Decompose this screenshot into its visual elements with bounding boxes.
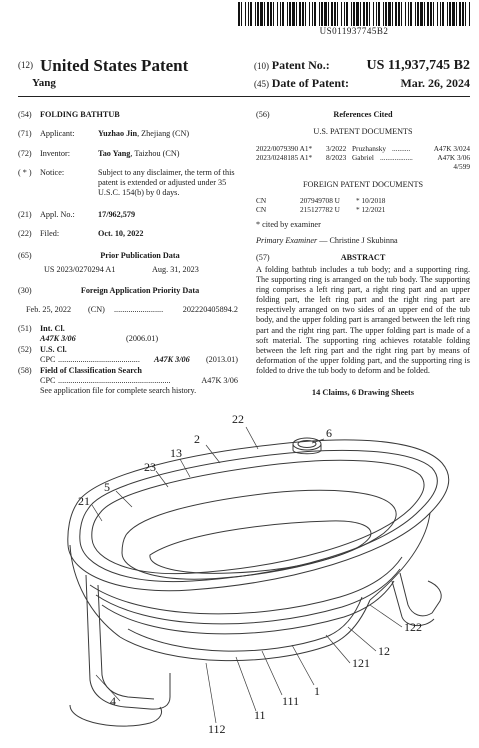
barcode-bar (309, 2, 310, 26)
barcode-bar (296, 2, 297, 26)
field-label: Int. Cl. (40, 324, 65, 333)
barcode-bar (273, 2, 274, 26)
inid-code: (58) (18, 366, 32, 375)
barcode-bar (449, 2, 451, 26)
examiner-name: Christine J Skubinna (329, 236, 398, 245)
barcode-bar (415, 2, 416, 26)
reference-number: 215127782 U (300, 205, 340, 214)
applicant-value (98, 129, 240, 139)
inid-code: (57) (256, 253, 270, 262)
reference-date: 8/2023 (326, 153, 347, 162)
barcode-bar (337, 2, 338, 26)
barcode-bar (245, 2, 246, 26)
leader-line (236, 657, 256, 711)
prior-publication-heading: Prior Publication Data (100, 251, 180, 260)
barcode-bar (360, 2, 361, 26)
figure-reference-numeral: 21 (78, 494, 90, 508)
barcode-bar (346, 2, 348, 26)
patent-date-row (254, 76, 470, 91)
figure-reference-numeral: 22 (232, 412, 244, 426)
figure-reference-numeral: 6 (326, 426, 332, 440)
barcode-bar (305, 2, 306, 26)
right-support-leg (400, 573, 441, 616)
document-type-line (18, 56, 188, 76)
patent-number: US 11,937,745 B2 (366, 58, 470, 73)
reference-class: A47K 3/06 (437, 153, 470, 162)
reference-date: * 10/2018 (356, 196, 386, 205)
figure-reference-numeral: 13 (170, 446, 182, 460)
reference-class-continued: 4/599 (453, 162, 470, 171)
appl-no-value: 17/962,579 (98, 210, 136, 219)
inid-code: (30) (18, 286, 32, 295)
barcode-bar (469, 2, 470, 26)
barcode-bar (344, 2, 345, 26)
leader-dots: .......... (392, 144, 411, 153)
leader-line (370, 605, 402, 627)
inid-code: (12) (18, 60, 33, 70)
inid-code: (65) (18, 251, 32, 260)
barcode-bar (280, 2, 281, 26)
field-label: Inventor: (40, 149, 71, 158)
tub-fold-line (96, 569, 400, 624)
reference-date: * 12/2021 (356, 205, 386, 214)
barcode-bar (392, 2, 393, 26)
barcode-bar (287, 2, 288, 26)
cpc-label: CPC (40, 376, 56, 385)
examiner-separator: — (317, 236, 330, 245)
inventor-name: Tao Yang (98, 149, 131, 158)
reference-number: 2022/0079390 A1* (256, 144, 313, 153)
barcode-bar (430, 2, 432, 26)
barcode-bar (452, 2, 455, 26)
barcode-bar (255, 2, 256, 26)
field-label: Applicant: (40, 129, 75, 138)
patent-date-label: Date of Patent: (271, 76, 350, 90)
inid-code: (52) (18, 345, 32, 354)
figure-reference-numeral: 111 (282, 694, 300, 708)
barcode-bar (410, 2, 412, 26)
barcode-bar (356, 2, 359, 26)
patent-date: Mar. 26, 2024 (400, 76, 470, 90)
figure-reference-numeral: 1 (314, 684, 320, 698)
barcode-bar (299, 2, 301, 26)
leader-dots: .................. (380, 153, 413, 162)
int-cl-class: A47K 3/06 (40, 334, 76, 343)
prior-publication-date: Aug. 31, 2023 (152, 265, 199, 274)
leader-line (348, 627, 376, 651)
barcode-bar (385, 2, 387, 26)
left-support-foot (70, 705, 162, 726)
barcode-bar (369, 2, 370, 26)
notice-text: Subject to any disclaimer, the term of this patent is extended or adjusted under 35 U.S.C. 154(b) by 0 days. (98, 168, 235, 198)
right-support-foot (392, 581, 434, 626)
field-label: Notice: (40, 168, 65, 177)
reference-number: 2023/0248185 A1* (256, 153, 313, 162)
leader-line (326, 635, 350, 663)
patent-number-label: Patent No.: (271, 58, 330, 72)
barcode-bar (264, 2, 265, 26)
examiner-line (256, 236, 470, 246)
abstract-text: A folding bathtub includes a tub body; and a supporting ring. The supporting ring is arranged on the tub body. The supporting ring comprises a left ring part, a right ring part and an upper folding part, the left ring part and the right ring part are respectively arranged on two sides of an upper end of the tub body, and the upper folding part is arranged between the left ring part and the right ring part. The upper folding part is made of a soft material. The supporting ring achieves rotatable folding between the left ring part and the right ring part by means of deformation of the upper folding part, and the supporting ring is folded to drive the tub body to deform and be folded. (256, 265, 470, 375)
barcode-bar (408, 2, 409, 26)
inventor-value (98, 149, 240, 159)
figure-reference-numeral: 112 (208, 722, 226, 736)
field-label: Filed: (40, 229, 60, 238)
reference-class: A47K 3/024 (433, 144, 470, 153)
barcode-bar (398, 2, 400, 26)
barcode (238, 2, 470, 26)
barcode-bar (401, 2, 402, 26)
inid-code: (71) (18, 129, 32, 138)
barcode-bar (363, 2, 365, 26)
invention-title: FOLDING BATHTUB (40, 110, 120, 119)
barcode-bar (238, 2, 240, 26)
barcode-bar (376, 2, 377, 26)
cited-by-examiner: * cited by examiner (256, 220, 321, 229)
prior-publication-number: US 2023/0270294 A1 (44, 265, 116, 274)
leader-line (206, 663, 216, 723)
barcode-bar (442, 2, 444, 26)
barcode-bar (250, 2, 252, 26)
inventor-place: , Taizhou (CN) (130, 149, 180, 158)
publication-number: US011937745B2 (319, 26, 389, 36)
reference-country: CN (256, 205, 267, 214)
inid-code: (56) (256, 110, 270, 119)
barcode-bar (302, 2, 304, 26)
filed-value: Oct. 10, 2022 (98, 229, 144, 238)
figure-reference-numeral: 11 (254, 708, 266, 722)
inid-code: (45) (254, 79, 269, 89)
header-divider (18, 96, 470, 97)
barcode-bar (353, 2, 355, 26)
barcode-bar (257, 2, 259, 26)
tub-rim-line (92, 460, 424, 573)
barcode-bar (383, 2, 384, 26)
barcode-bar (292, 2, 295, 26)
tub-bottom-rim-inner (128, 597, 362, 651)
references-heading: References Cited (333, 110, 393, 119)
drain-plug-side (293, 444, 321, 454)
inid-code: (21) (18, 210, 32, 219)
applicant-name: Yuzhao Jin (98, 129, 138, 138)
barcode-bar (417, 2, 419, 26)
field-search-note: See application file for complete search history. (40, 386, 197, 395)
inid-code: (54) (18, 110, 32, 119)
cpc-label: CPC (40, 355, 56, 364)
barcode-bar (459, 2, 461, 26)
figure-reference-numeral: 23 (144, 460, 156, 474)
barcode-bar (440, 2, 441, 26)
barcode-bar (328, 2, 329, 26)
field-label: Field of Classification Search (40, 366, 142, 375)
barcode-bar (427, 2, 429, 26)
inid-code: ( * ) (18, 168, 32, 177)
barcode-bar (437, 2, 438, 26)
tub-outer-rim (68, 440, 449, 591)
leader-line (116, 491, 132, 507)
barcode-bar (289, 2, 291, 26)
barcode-bar (465, 2, 466, 26)
barcode-bar (241, 2, 242, 26)
claims-summary: 14 Claims, 6 Drawing Sheets (311, 388, 415, 397)
barcode-bar (341, 2, 342, 26)
inventor-surname: Yang (32, 77, 56, 89)
barcode-bar (388, 2, 391, 26)
barcode-bar (270, 2, 272, 26)
barcode-bar (351, 2, 352, 26)
barcode-bar (331, 2, 333, 26)
barcode-bar (260, 2, 263, 26)
figure-reference-numeral: 121 (352, 656, 370, 670)
us-cl-version: (2013.01) (205, 355, 238, 364)
tub-rim-inner (80, 450, 438, 581)
tub-wall-left (70, 545, 120, 637)
foreign-priority-number: 202220405894.2 (182, 305, 238, 314)
bathtub-figure (30, 405, 470, 748)
foreign-priority-heading: Foreign Application Priority Data (80, 286, 200, 295)
field-label: Appl. No.: (40, 210, 75, 219)
patent-number-row (254, 58, 470, 73)
barcode-bar (267, 2, 269, 26)
barcode-bar (319, 2, 320, 26)
barcode-bar (334, 2, 336, 26)
barcode-bar (366, 2, 368, 26)
reference-number: 207949708 U (300, 196, 340, 205)
inid-code: (51) (18, 324, 32, 333)
int-cl-version: (2006.01) (126, 334, 159, 343)
tub-fold-line (90, 557, 402, 614)
abstract-heading: ABSTRACT (340, 253, 386, 262)
inid-code: (10) (254, 61, 269, 71)
reference-name: Gabriel (352, 153, 374, 162)
leader-dots: ........................ (114, 305, 164, 314)
barcode-bar (378, 2, 380, 26)
figure-reference-numeral: 4 (110, 694, 116, 708)
barcode-bar (314, 2, 316, 26)
field-search-class: A47K 3/06 (201, 376, 238, 385)
figure-reference-numeral: 122 (404, 620, 422, 634)
inid-code: (72) (18, 149, 32, 158)
reference-country: CN (256, 196, 267, 205)
leader-dots: ........................................ (58, 355, 140, 364)
figure-reference-numeral: 12 (378, 644, 390, 658)
barcode-bar (420, 2, 423, 26)
references-heading-row (256, 110, 470, 120)
barcode-bar (447, 2, 448, 26)
figure-reference-numeral: 5 (104, 480, 110, 494)
barcode-bar (248, 2, 249, 26)
barcode-bar (462, 2, 464, 26)
barcode-bar (324, 2, 327, 26)
inid-code: (22) (18, 229, 32, 238)
barcode-bar (405, 2, 406, 26)
barcode-bar (321, 2, 323, 26)
barcode-bar (277, 2, 278, 26)
barcode-bar (282, 2, 284, 26)
field-label: U.S. Cl. (40, 345, 67, 354)
reference-date: 3/2022 (326, 144, 347, 153)
leader-dots: ....................................................... (58, 376, 171, 385)
abstract-heading-row (256, 253, 470, 263)
foreign-priority-country: (CN) (88, 305, 105, 314)
applicant-place: , Zhejiang (CN) (137, 129, 190, 138)
document-type: United States Patent (40, 56, 189, 75)
barcode-bar (373, 2, 374, 26)
barcode-bar (433, 2, 434, 26)
us-documents-heading: U.S. PATENT DOCUMENTS (313, 127, 413, 136)
foreign-documents-heading: FOREIGN PATENT DOCUMENTS (302, 180, 424, 189)
barcode-bar (312, 2, 313, 26)
barcode-bar (424, 2, 425, 26)
examiner-label: Primary Examiner (256, 236, 318, 245)
barcode-bar (456, 2, 457, 26)
us-cl-class: A47K 3/06 (154, 355, 190, 364)
drain-plug (293, 438, 321, 450)
figure-reference-numeral: 2 (194, 432, 200, 446)
leader-line (246, 427, 258, 449)
barcode-bar (395, 2, 397, 26)
reference-name: Pruzhansky (352, 144, 387, 153)
foreign-priority-date: Feb. 25, 2022 (26, 305, 72, 314)
